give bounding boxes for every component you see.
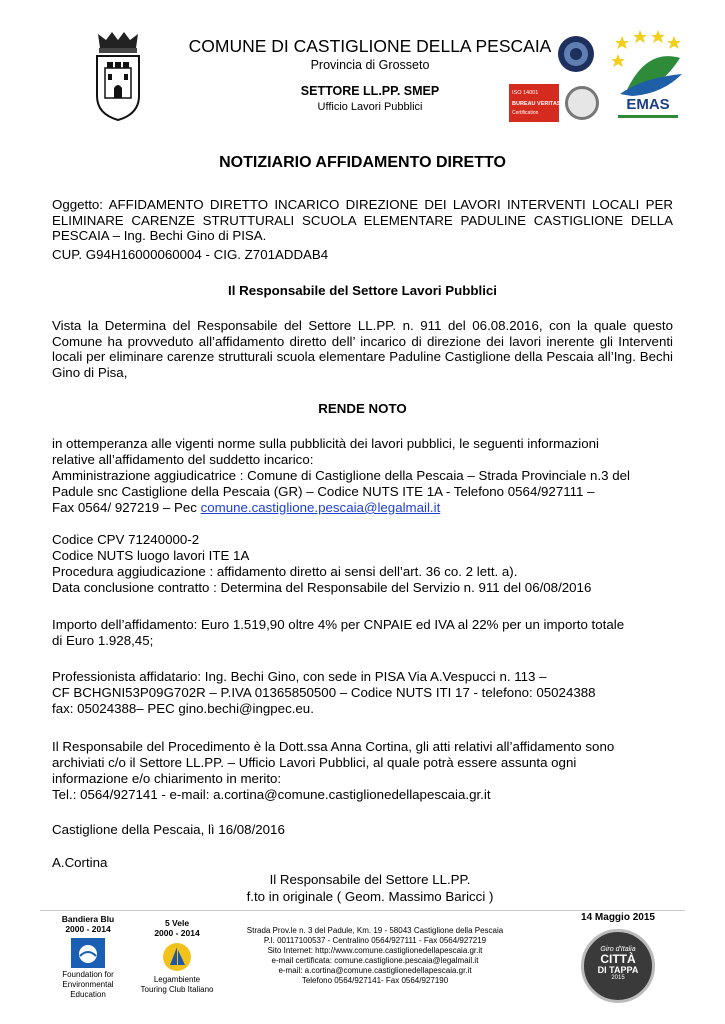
- document-title: NOTIZIARIO AFFIDAMENTO DIRETTO: [219, 154, 506, 171]
- eu-stars-globe-icon: [612, 28, 684, 98]
- emas-underline: [618, 115, 678, 118]
- address-line-6: Telefono 0564/927141- Fax 0564/927190: [301, 976, 449, 985]
- provincia: Provincia di Grosseto: [310, 58, 430, 72]
- firma-line-1: Il Responsabile del Settore LL.PP.: [269, 872, 471, 887]
- footer-divider: [40, 910, 685, 911]
- vele-title: 5 Vele: [164, 918, 190, 928]
- pec-link[interactable]: comune.castiglione.pescaia@legalmail.it: [200, 500, 441, 515]
- fee-line-1: Foundation for: [62, 970, 114, 979]
- touring-club: Touring Club Italiano: [140, 985, 214, 994]
- procedimento-line-1: Il Responsabile del Procedimento è la Dott.ssa Anna Cortina, gli atti relativi all’affidamento sono: [52, 739, 615, 754]
- bureau-veritas-label: BUREAU VERITAS: [512, 101, 561, 107]
- oggetto-text: Oggetto: AFFIDAMENTO DIRETTO INCARICO DIREZIONE DEI LAVORI INTERVENTI LOCALI PER ELIMINARE CARENZE STRUTTURALI SCUOLA ELEMENTARE PADULINE CASTIGLIONE DELLA PESCAIA – Ing. Bechi Gino di PISA.: [52, 197, 673, 243]
- emas-logo: [612, 28, 684, 124]
- settore: SETTORE LL.PP. SMEP: [300, 84, 440, 98]
- certification-label: Certification: [512, 110, 539, 116]
- data-conclusione: Data conclusione contratto : Determina del Responsabile del Servizio n. 911 del 06/08/2016: [52, 580, 592, 595]
- info-line-4: Padule snc Castiglione della Pescaia (GR) – Codice NUTS ITE 1A - Telefono 0564/927111 –: [52, 484, 595, 499]
- giro-italia-block: [568, 912, 668, 1012]
- cinque-vele-block: [132, 918, 222, 1000]
- iso-label: ISO 14001: [512, 90, 539, 96]
- importo-line-1: Importo dell’affidamento: Euro 1.519,90 oltre 4% per CNPAIE ed IVA al 22% per un importo totale: [52, 617, 625, 632]
- address-line-3: Sito Internet: http://www.comune.castiglionedellapescaia.gr.it: [267, 946, 483, 955]
- info-line-2: relative all’affidamento del suddetto incarico:: [52, 452, 314, 467]
- codice-cpv: Codice CPV 71240000-2: [52, 532, 200, 547]
- professionista-line-1: Professionista affidatario: Ing. Bechi Gino, con sede in PISA Via A.Vespucci n. 113 –: [52, 669, 547, 684]
- firma-cortina: A.Cortina: [52, 855, 108, 870]
- blue-flag-icon: [71, 938, 105, 968]
- bandiera-blu-title: Bandiera Blu: [61, 914, 115, 924]
- bandiera-blu-block: [48, 914, 128, 1004]
- emas-label: EMAS: [626, 96, 670, 113]
- responsabile-heading: Il Responsabile del Settore Lavori Pubblici: [228, 283, 497, 298]
- importo-line-2: di Euro 1.928,45;: [52, 633, 154, 648]
- rende-noto-heading: RENDE NOTO: [318, 401, 407, 416]
- codice-nuts: Codice NUTS luogo lavori ITE 1A: [52, 548, 250, 563]
- giro-date: 14 Maggio 2015: [581, 912, 655, 923]
- giro-label: Giro d'Italia: [600, 946, 636, 953]
- bandiera-blu-years: 2000 - 2014: [65, 924, 111, 934]
- info-line-1: in ottemperanza alle vigenti norme sulla pubblicità dei lavori pubblici, le seguenti informazioni: [52, 436, 599, 451]
- cup-cig-line: CUP. G94H16000060004 - CIG. Z701ADDAB4: [52, 247, 329, 262]
- vista-paragraph: Vista la Determina del Responsabile del Settore LL.PP. n. 911 del 06.08.2016, con la quale questo Comune ha provveduto all’affidamento diretto dell’ incarico di direzione dei lavori inerente gli Interventi locali per eliminare carenze strutturali scuola elementare Paduline Castiglione della Pescaia all’Ing. Bechi Gino di Pisa,: [52, 318, 673, 380]
- procedura: Procedura aggiudicazione : affidamento diretto ai sensi dell’art. 36 co. 2 lett. a).: [52, 564, 518, 579]
- vele-sail-icon: [162, 941, 192, 973]
- legambiente: Legambiente: [153, 975, 201, 984]
- iso-certification-logo: [509, 84, 601, 122]
- fee-line-2: Environmental: [62, 980, 114, 989]
- bureau-veritas-seal-icon: [565, 86, 599, 120]
- vele-years: 2000 - 2014: [154, 928, 200, 938]
- citta-label: CITTÀ: [600, 952, 636, 966]
- citta-di-tappa-badge: [581, 929, 655, 1003]
- coat-of-arms: [92, 30, 144, 122]
- giro-year: 2015: [611, 975, 625, 981]
- professionista-line-3: fax: 05024388– PEC gino.bechi@ingpec.eu.: [52, 701, 314, 716]
- comune-title: COMUNE DI CASTIGLIONE DELLA PESCAIA: [188, 36, 552, 56]
- address-line-2: P.I. 00117100537 - Centralino 0564/927111 - Fax 0564/927219: [263, 936, 487, 945]
- footer-address: [210, 926, 540, 986]
- info-line-5: [52, 500, 673, 516]
- luogo-data: Castiglione della Pescaia, lì 16/08/2016: [52, 822, 285, 837]
- firma-line-2: f.to in originale ( Geom. Massimo Baricci ): [246, 889, 494, 904]
- address-line-5: e-mail: a.cortina@comune.castiglionedellapescaia.gr.it: [278, 966, 472, 975]
- procedimento-line-4: Tel.: 0564/927141 - e-mail: a.cortina@comune.castiglionedellapescaia.gr.it: [52, 787, 491, 802]
- accredia-logo-icon: [556, 32, 596, 76]
- ufficio: Ufficio Lavori Pubblici: [317, 101, 423, 113]
- address-line-4: e-mail certificata: comune.castiglione.pescaia@legalmail.it: [271, 956, 479, 965]
- address-line-1: Strada Prov.le n. 3 del Padule, Km. 19 - 58043 Castiglione della Pescaia: [246, 926, 504, 935]
- fee-line-3: Education: [70, 990, 106, 999]
- procedimento-line-3: informazione e/o chiarimento in merito:: [52, 771, 282, 786]
- professionista-line-2: CF BCHGNI53P09G702R – P.IVA 01365850500 – Codice NUTS ITI 17 - telefono: 05024388: [52, 685, 596, 700]
- procedimento-line-2: archiviati c/o il Settore LL.PP. – Ufficio Lavori Pubblici, al quale potrà essere assunta ogni: [52, 755, 577, 770]
- di-tappa-label: DI TAPPA: [597, 965, 639, 975]
- fax-pec-prefix: Fax 0564/ 927219 – Pec: [52, 500, 201, 515]
- info-line-3: Amministrazione aggiudicatrice : Comune di Castiglione della Pescaia – Strada Provinciale n.3 del: [52, 468, 630, 483]
